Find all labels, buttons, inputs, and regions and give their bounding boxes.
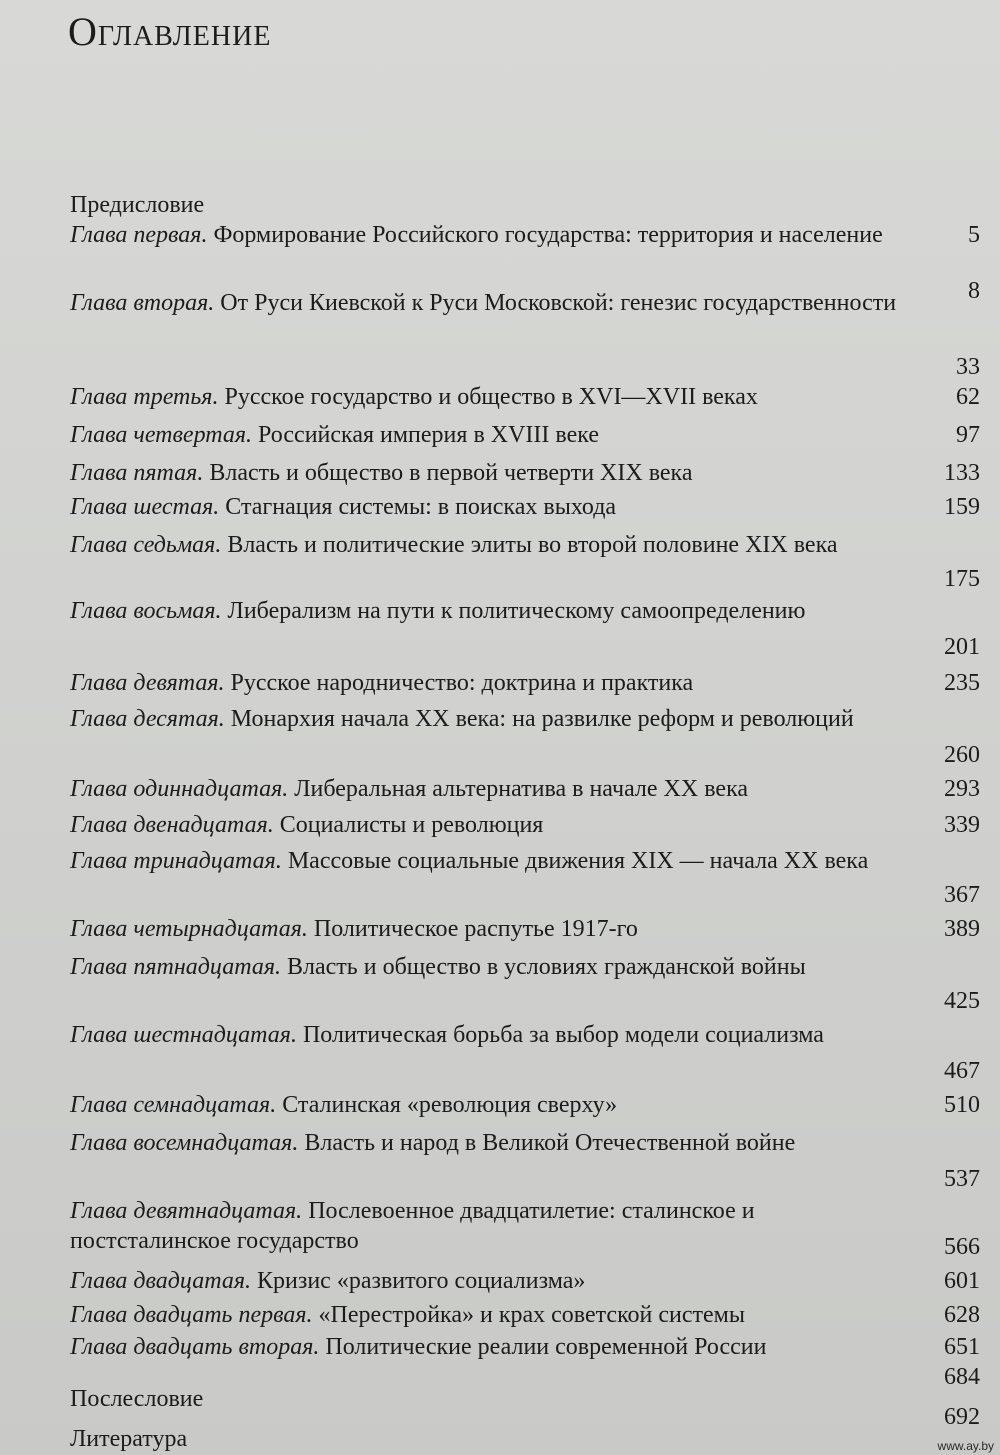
page-number: 537: [944, 1166, 980, 1192]
entry-title: Глава восьмая. Либерализм на пути к политическому самоопределению: [70, 598, 806, 624]
page-number: 5: [968, 222, 980, 248]
page-number: 62: [956, 384, 980, 410]
toc-entry: [70, 668, 980, 698]
toc-entry: [70, 1364, 980, 1414]
toc-entry: [70, 1266, 980, 1296]
entry-title: Литература: [70, 1426, 188, 1452]
page-number: 467: [944, 1058, 980, 1084]
entry-title: Глава семнадцатая. Сталинская «революция сверху»: [70, 1092, 618, 1118]
page-number: 389: [944, 916, 980, 942]
entry-title: Глава двадцать первая. «Перестройка» и крах советской системы: [70, 1302, 745, 1328]
page-number: 175: [944, 566, 980, 592]
page-number: 235: [944, 670, 980, 696]
entry-title: Глава пятнадцатая. Власть и общество в условиях гражданской войны: [70, 954, 806, 980]
page-number: 8: [968, 278, 980, 304]
toc-entry: [70, 1404, 980, 1454]
toc-entry: [70, 1128, 980, 1192]
entry-title: Глава тринадцатая. Массовые социальные движения XIX — начала XX века: [70, 848, 869, 874]
entry-title: Глава первая. Формирование Российского государства: территория и население: [70, 222, 883, 248]
toc-entry: [70, 1300, 980, 1330]
page-number: 692: [944, 1404, 980, 1430]
page-title: Оглавление: [68, 9, 272, 54]
page-number: 628: [944, 1302, 980, 1328]
toc-entry: [70, 914, 980, 944]
toc-entry: [70, 596, 980, 660]
entry-title: Глава шестнадцатая. Политическая борьба за выбор модели социализма: [70, 1022, 824, 1048]
entry-title: Глава вторая. От Руси Киевской к Руси Московской: генезис государственности: [70, 290, 897, 316]
entry-title: Предисловие: [70, 192, 205, 218]
page-number: 133: [944, 460, 980, 486]
page-number: 201: [944, 634, 980, 660]
toc-entry: [70, 1196, 980, 1260]
toc-entry: [70, 420, 980, 450]
entry-title: Глава двадцать вторая. Политические реалии современной России: [70, 1334, 767, 1360]
watermark: www.ay.by: [937, 1439, 994, 1453]
page-number: 293: [944, 776, 980, 802]
toc-entry: [70, 1020, 980, 1084]
page-number: 425: [944, 988, 980, 1014]
toc-entry: [70, 278, 980, 318]
toc-entry: [70, 774, 980, 804]
toc-entry: [70, 810, 980, 840]
toc-entry: [70, 220, 980, 250]
page-number: 510: [944, 1092, 980, 1118]
toc-entry: [70, 704, 980, 768]
page-number: 367: [944, 882, 980, 908]
page-number: 159: [944, 494, 980, 520]
toc-entry: [70, 382, 980, 412]
page-number: 651: [944, 1334, 980, 1360]
entry-title: Глава четвертая. Российская империя в XVIII веке: [70, 422, 599, 448]
toc-entry: [70, 492, 980, 522]
entry-title: Глава одиннадцатая. Либеральная альтернатива в начале XX века: [70, 776, 749, 802]
page-number: 97: [956, 422, 980, 448]
toc-entry: [70, 1090, 980, 1120]
toc-entry: [70, 530, 980, 592]
entry-title: Глава третья. Русское государство и общество в XVI—XVII веках: [70, 384, 758, 410]
toc-entry: [70, 458, 980, 488]
entry-title: Глава седьмая. Власть и политические элиты во второй половине XIX века: [70, 532, 838, 558]
entry-title: Глава двадцатая. Кризис «развитого социализма»: [70, 1268, 586, 1294]
page-number: 601: [944, 1268, 980, 1294]
page-number: 260: [944, 742, 980, 768]
page-number: 339: [944, 812, 980, 838]
entry-title: Глава девятая. Русское народничество: доктрина и практика: [70, 670, 694, 696]
entry-title: Послесловие: [70, 1386, 204, 1412]
toc-entry: [70, 952, 980, 1014]
entry-title: Глава десятая. Монархия начала XX века: на развилке реформ и революций: [70, 706, 854, 732]
entry-title: Глава четырнадцатая. Политическое распутье 1917-го: [70, 916, 638, 942]
entry-title: Глава шестая. Стагнация системы: в поисках выхода: [70, 494, 617, 520]
page-number: 566: [944, 1234, 980, 1260]
toc-entry: [70, 1332, 980, 1362]
entry-title: Глава девятнадцатая. Послевоенное двадцатилетие: сталинское и постсталинское государство: [70, 1198, 755, 1254]
toc-entry: [70, 846, 980, 908]
page-number: 33: [956, 354, 980, 380]
toc-entry: [70, 190, 980, 220]
entry-title: Глава пятая. Власть и общество в первой четверти XIX века: [70, 460, 693, 486]
entry-title: Глава восемнадцатая. Власть и народ в Великой Отечественной войне: [70, 1130, 796, 1156]
entry-title: Глава двенадцатая. Социалисты и революция: [70, 812, 544, 838]
page-number: 684: [944, 1364, 980, 1390]
